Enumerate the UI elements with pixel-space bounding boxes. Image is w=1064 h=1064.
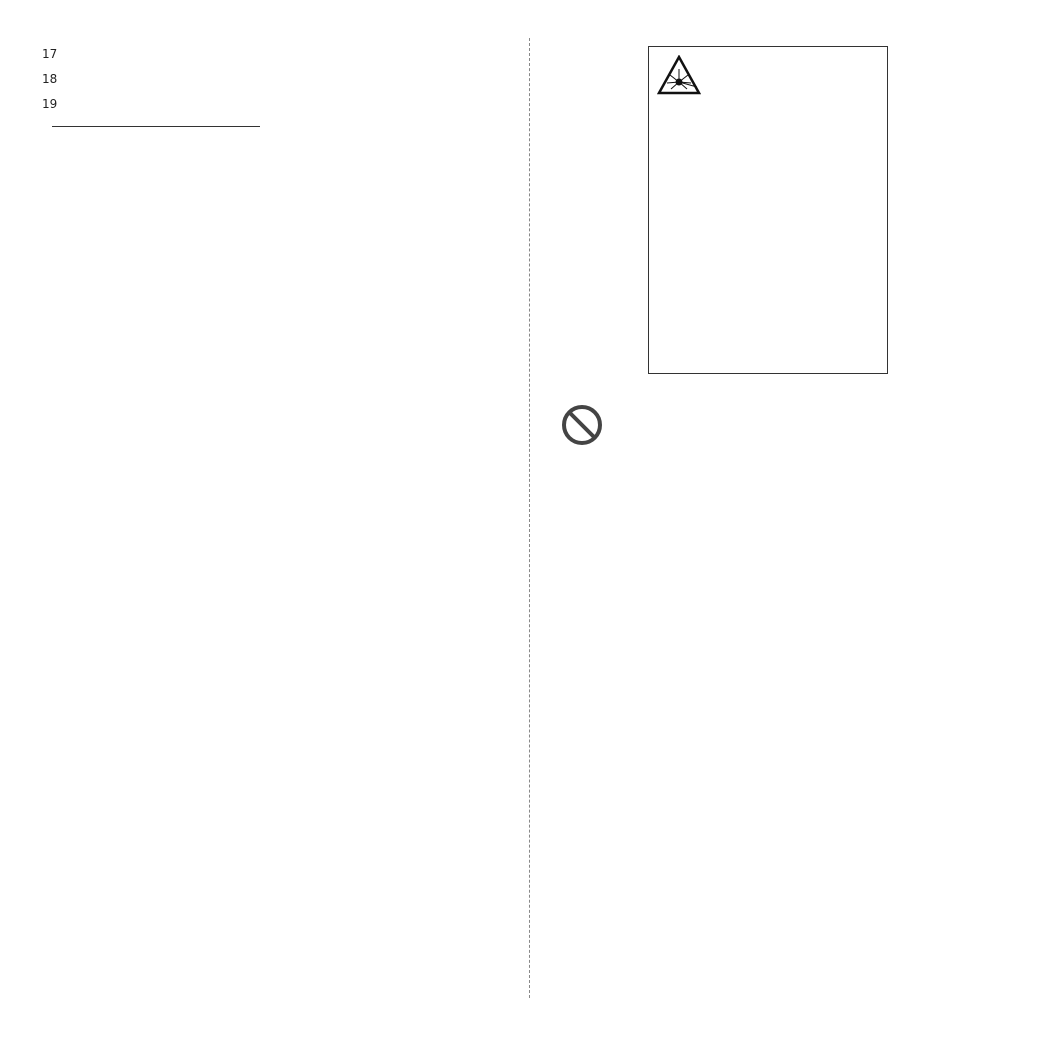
ozone-section — [542, 392, 1018, 446]
footnote-divider — [52, 126, 260, 127]
ozone-logo-icon — [542, 398, 642, 446]
list-item: 19 — [42, 96, 518, 112]
list-item: 18 — [42, 72, 58, 86]
list-item: 17 — [42, 47, 58, 61]
right-column — [542, 38, 1018, 476]
left-column — [42, 38, 518, 139]
column-divider — [529, 38, 530, 998]
laser-hazard-icon — [657, 55, 701, 95]
laser-warning-label — [648, 46, 888, 374]
item-19-text — [68, 96, 518, 112]
